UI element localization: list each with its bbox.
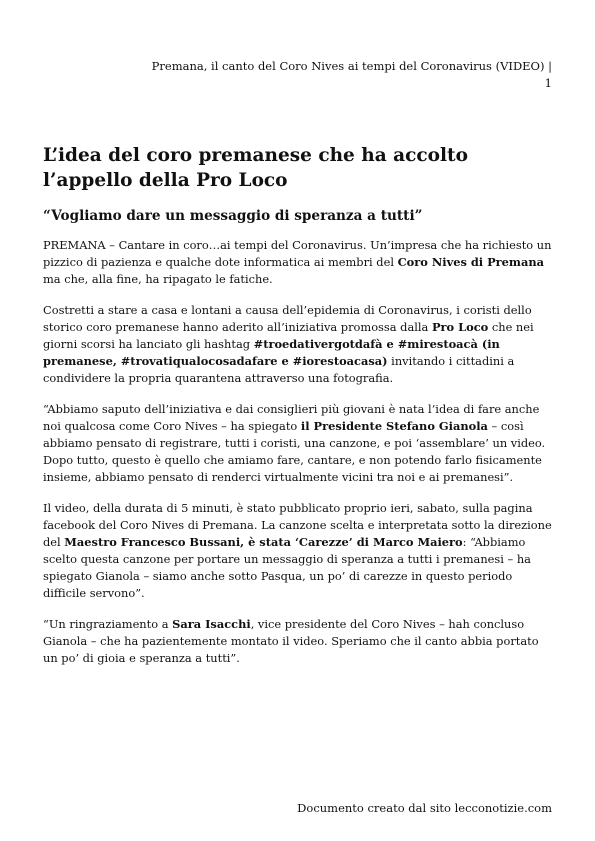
text-run: – così abbiamo pensato di registrare, tutti i coristi, una canzone, e poi ‘assemblare’ un video. Dopo tutto, questo è quello che amiamo fare, cantare, e non potendo farlo fisicamente insieme, abbiamo pensato di renderci virtualmente vicini tra noi e ai premanesi”. — [43, 419, 546, 484]
bold-hashtags: #troedativergotdafà e #mirestoacà (in premanese, #trovatiqualocosadafare e #iorestoacasa) — [43, 337, 500, 368]
paragraph-4 — [43, 500, 552, 602]
bold-text: Pro Loco — [431, 320, 489, 334]
paragraph-1 — [43, 237, 552, 288]
bold-text: il Presidente Stefano Gianola — [300, 419, 488, 433]
bold-text: Maestro Francesco Bussani, è stata ‘Carezze’ di Marco Maiero — [64, 535, 463, 549]
text-run: ma che, alla fine, ha ripagato le fatiche. — [43, 272, 273, 286]
bold-text: Coro Nives di Premana — [397, 255, 544, 269]
article — [43, 143, 552, 681]
paragraph-2 — [43, 302, 552, 387]
text-run: : “Abbiamo scelto questa canzone per portare un messaggio di speranza a tutti i premanesi – ha spiegato Gianola – siamo anche sotto Pasqua, un po’ di carezze in questo periodo difficile servono”. — [43, 535, 531, 600]
page-header: Premana, il canto del Coro Nives ai tempi del Coronavirus (VIDEO) | 1 — [151, 59, 552, 90]
text-run: “Abbiamo saputo dell’iniziativa e dai consiglieri più giovani è nata l’idea di fare anche noi qualcosa come Coro Nives – ha spiegato — [43, 402, 540, 433]
page-footer: Documento creato dal sito lecconotizie.com — [297, 801, 552, 815]
article-title: L’idea del coro premanese che ha accolto l’appello della Pro Loco — [43, 145, 468, 191]
text-run: Il video, della durata di 5 minuti, è stato pubblicato proprio ieri, sabato, sulla pagina facebook del Coro Nives di Premana. La canzone scelta e interpretata sotto la direzione del — [43, 501, 552, 549]
text-run: , vice presidente del Coro Nives – hah concluso Gianola – che ha pazientemente montato il video. Speriamo che il canto abbia portato un po’ di gioia e speranza a tutti”. — [43, 617, 539, 665]
text-run: PREMANA – Cantare in coro…ai tempi del Coronavirus. Un’impresa che ha richiesto un pizzico di pazienza e qualche dote informatica ai membri del — [43, 238, 552, 269]
text-run: Costretti a stare a casa e lontani a causa dell’epidemia di Coronavirus, i coristi dello storico coro premanese hanno aderito all’iniziativa promossa dalla — [43, 303, 532, 334]
article-subtitle: “Vogliamo dare un messaggio di speranza a tutti” — [43, 208, 423, 224]
paragraph-3 — [43, 401, 552, 486]
text-run: invitando i cittadini a condividere la propria quarantena attraverso una fotografia. — [43, 354, 515, 385]
text-run: che nei giorni scorsi ha lanciato gli hashtag — [43, 320, 534, 351]
paragraph-5 — [43, 616, 552, 667]
text-run: “Un ringraziamento a — [43, 617, 173, 631]
bold-text: Sara Isacchi — [172, 617, 251, 631]
